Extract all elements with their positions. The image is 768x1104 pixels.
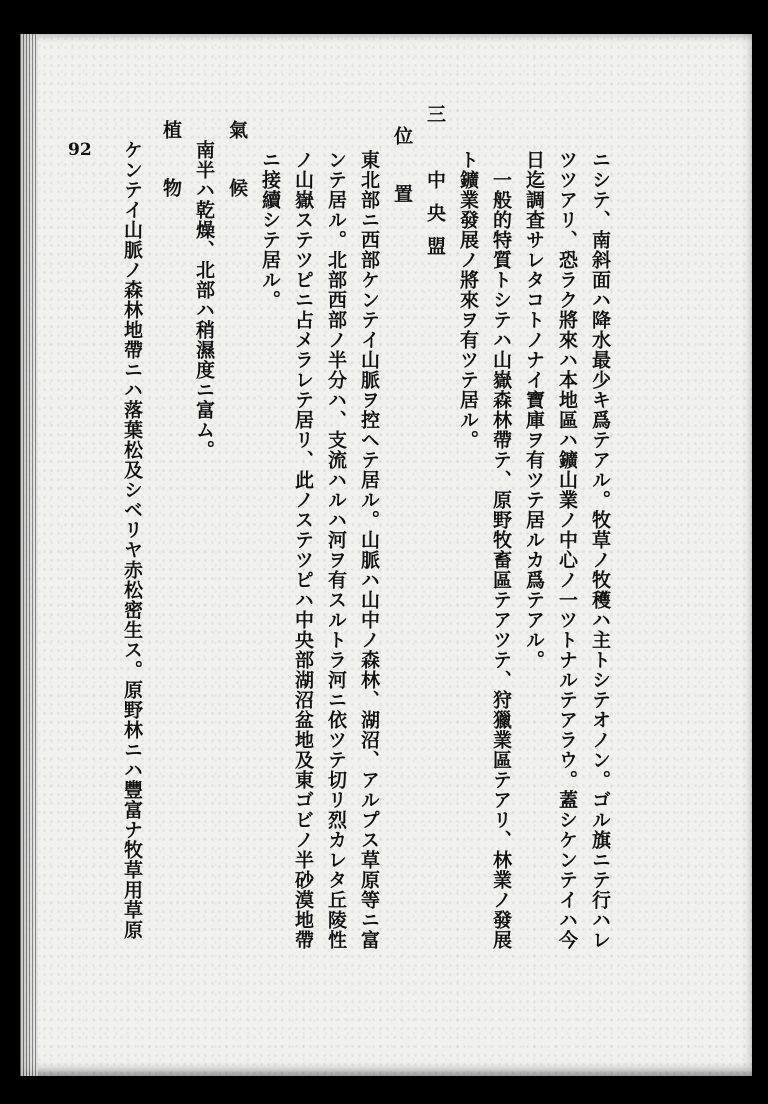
text-column-2: ツツアリ、恐ラク將來ハ本地區ハ鑛山業ノ中心ノ一ツトナルテアラウ。蓋シケンテイハ今 — [556, 150, 578, 950]
subheading-climate: 氣 候 — [226, 120, 248, 207]
text-column-5: ト鑛業發展ノ將來ヲ有ツテ居ル。 — [457, 150, 479, 450]
text-column-10: 南半ハ乾燥、北部ハ稍濕度ニ富ム。 — [193, 140, 215, 460]
text-column-9: ニ接續シテ居ル。 — [259, 150, 281, 310]
page-binding-edge — [20, 34, 38, 1076]
text-column-6: 東北部ニ西部ケンテイ山脈ヲ控ヘテ居ル。山脈ハ山中ノ森林、湖沼、アルプス草原等ニ富 — [358, 150, 380, 950]
text-column-4: 一般的特質トシテハ山嶽森林帶テ、原野牧畜區テアツテ、狩獵業區テアリ、林業ノ發展 — [490, 170, 512, 950]
page-number: 92 — [68, 140, 92, 160]
section-heading-central-league: 三 中央盟 — [424, 104, 446, 269]
text-column-3: 日迄調査サレタコトノナイ寶庫ヲ有ツテ居ルカ爲テアル。 — [523, 150, 545, 670]
text-column-7: ンテ居ル。北部西部ノ半分ハ、支流ハルハ河ヲ有スルトラ河ニ依ツテ切リ烈カレタ丘陵性 — [325, 150, 347, 950]
text-column-11: ケンテイ山脈ノ森林地帶ニハ落葉松及シベリヤ赤松密生ス。原野林ニハ豐富ナ牧草用草原 — [121, 140, 143, 940]
text-column-1: ニシテ、南斜面ハ降水最少キ爲テアル。牧草ノ牧穫ハ主トシテオノン。ゴル旗ニテ行ハレ — [589, 150, 611, 950]
subheading-vegetation: 植 物 — [160, 120, 182, 207]
subheading-location: 位 置 — [391, 126, 413, 213]
text-column-8: ノ山嶽ステツピニ占メラレテ居リ、此ノステツピハ中央部湖沼盆地及東ゴビノ半砂漠地帶 — [292, 150, 314, 950]
